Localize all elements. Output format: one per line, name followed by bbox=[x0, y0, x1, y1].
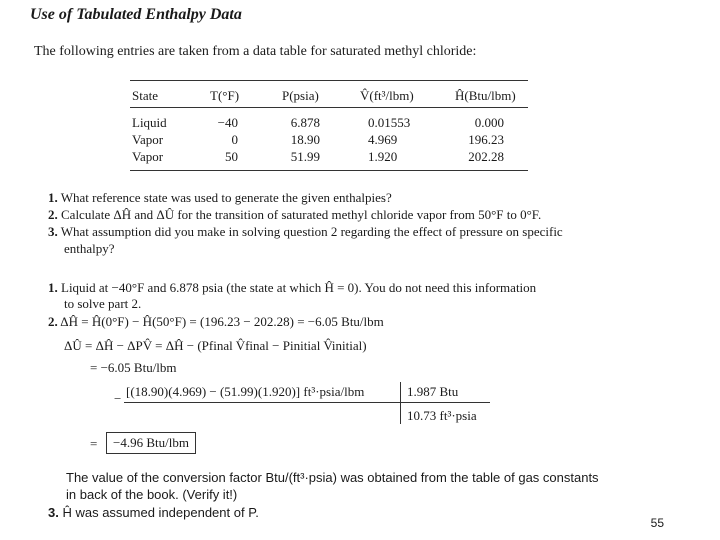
cell-temperature: −40 bbox=[217, 115, 238, 130]
answer-3 bbox=[48, 505, 259, 520]
header-enthalpy: Ĥ(Btu/lbm) bbox=[455, 88, 516, 103]
cell-enthalpy: 202.28 bbox=[468, 149, 504, 164]
page-number: 55 bbox=[650, 516, 664, 530]
cell-pressure: 18.90 bbox=[290, 132, 320, 147]
conversion-note: The value of the conversion factor Btu/(ft³·psia) was obtained from the table of gas constants bbox=[66, 470, 599, 485]
header-specific-volume: V̂(ft³/lbm) bbox=[360, 88, 414, 103]
cell-pressure: 51.99 bbox=[290, 149, 320, 164]
cell-state: Liquid bbox=[132, 115, 167, 130]
question-text: Calculate ΔĤ and ΔÛ for the transition of saturated methyl chloride vapor from 50°F to 0°F. bbox=[61, 207, 542, 222]
answer-number: 1. bbox=[48, 280, 58, 295]
delta-h-equation: ΔĤ = Ĥ(0°F) − Ĥ(50°F) = (196.23 − 202.28) = −6.05 Btu/lbm bbox=[60, 314, 384, 329]
final-result-box bbox=[106, 432, 196, 454]
cell-state: Vapor bbox=[132, 149, 164, 164]
cell-specific-volume: 0.01553 bbox=[368, 115, 411, 130]
answer-1-continued: to solve part 2. bbox=[64, 296, 142, 311]
delta-u-equation: ΔÛ = ΔĤ − ΔPV̂ = ΔĤ − (Pfinal V̂final − Pinitial V̂initial) bbox=[64, 338, 367, 353]
question-2 bbox=[48, 207, 541, 223]
question-number: 3. bbox=[48, 224, 58, 239]
answer-2 bbox=[48, 314, 384, 330]
cell-temperature: 0 bbox=[231, 132, 238, 147]
cell-temperature: 50 bbox=[225, 149, 238, 164]
answer-number: 3. bbox=[48, 505, 59, 520]
fraction-bar bbox=[124, 402, 490, 403]
conversion-numerator: 1.987 Btu bbox=[407, 384, 459, 399]
header-pressure: P(psia) bbox=[282, 88, 319, 103]
pv-difference-numerator: [(18.90)(4.969) − (51.99)(1.920)] ft³·psia/lbm bbox=[126, 384, 365, 399]
delta-u-value: = −6.05 Btu/lbm bbox=[90, 360, 177, 375]
final-result: −4.96 Btu/lbm bbox=[113, 435, 189, 450]
answer-1 bbox=[48, 280, 536, 296]
table-header-rule bbox=[130, 107, 528, 108]
minus-sign: − bbox=[114, 391, 122, 406]
conversion-denominator: 10.73 ft³·psia bbox=[407, 408, 477, 423]
cell-specific-volume: 1.920 bbox=[368, 149, 398, 164]
answer-text: Liquid at −40°F and 6.878 psia (the state at which Ĥ = 0). You do not need this information bbox=[61, 280, 537, 295]
question-text: enthalpy? bbox=[64, 241, 115, 256]
question-3-continued bbox=[64, 241, 115, 257]
question-text: What assumption did you make in solving question 2 regarding the effect of pressure on specific bbox=[60, 224, 563, 239]
equals-sign: = bbox=[90, 436, 98, 451]
answer-text: Ĥ was assumed independent of P. bbox=[62, 505, 259, 520]
table-bottom-rule bbox=[130, 170, 528, 171]
conversion-note-continued: in back of the book. (Verify it!) bbox=[66, 487, 238, 502]
document-title: Use of Tabulated Enthalpy Data bbox=[30, 6, 242, 23]
cell-specific-volume: 4.969 bbox=[368, 132, 398, 147]
question-text: What reference state was used to generate the given enthalpies? bbox=[60, 190, 392, 205]
question-number: 2. bbox=[48, 207, 58, 222]
intro-text: The following entries are taken from a data table for saturated methyl chloride: bbox=[34, 44, 477, 59]
cell-pressure: 6.878 bbox=[290, 115, 320, 130]
answer-number: 2. bbox=[48, 314, 58, 329]
cell-enthalpy: 0.000 bbox=[474, 115, 504, 130]
question-1 bbox=[48, 190, 392, 206]
question-3 bbox=[48, 224, 563, 240]
header-temperature: T(°F) bbox=[210, 88, 240, 103]
header-state: State bbox=[132, 88, 158, 103]
table-top-rule bbox=[130, 80, 528, 81]
question-number: 1. bbox=[48, 190, 58, 205]
conversion-divider bbox=[400, 382, 401, 424]
cell-state: Vapor bbox=[132, 132, 164, 147]
cell-enthalpy: 196.23 bbox=[468, 132, 504, 147]
